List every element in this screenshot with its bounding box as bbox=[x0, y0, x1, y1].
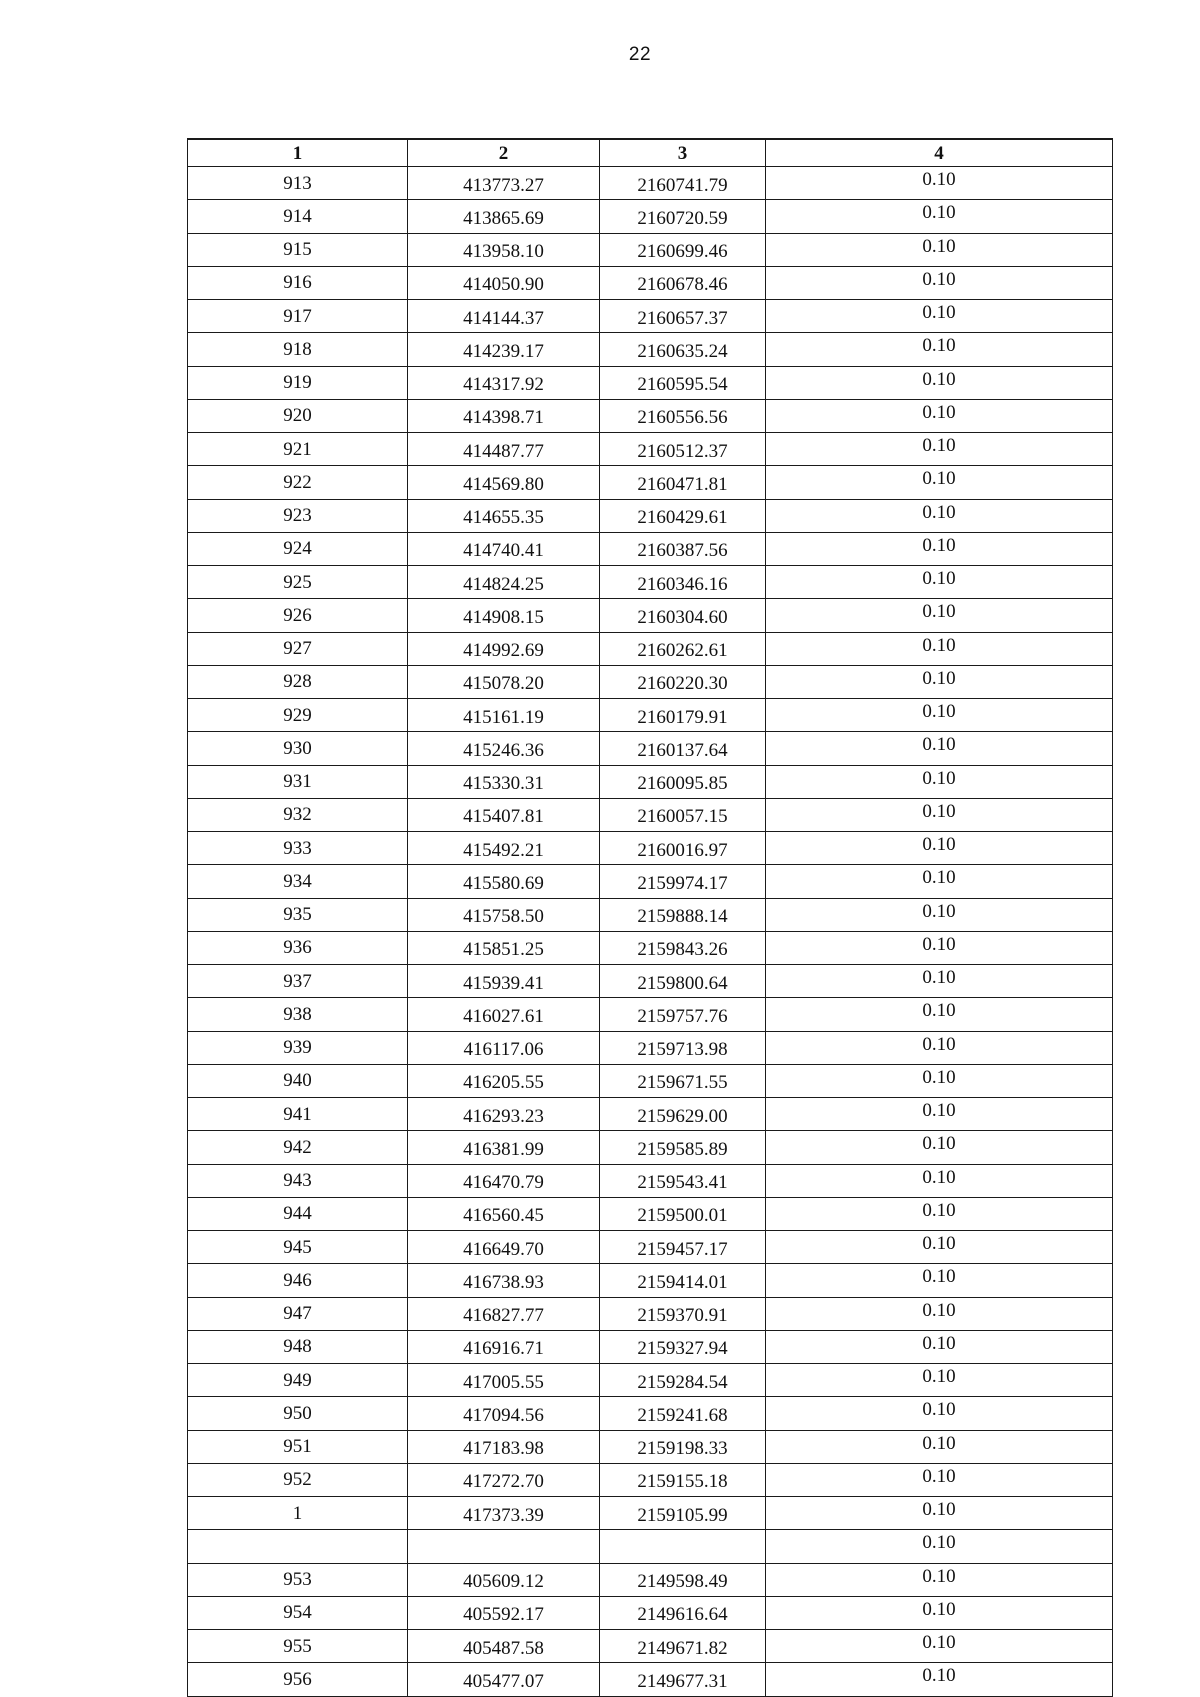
x-coordinate-cell: 405477.07 bbox=[408, 1663, 600, 1696]
value-cell: 0.10 bbox=[766, 931, 1113, 964]
point-number-cell: 922 bbox=[188, 466, 408, 499]
y-coordinate-cell: 2160262.61 bbox=[600, 632, 766, 665]
table-row bbox=[188, 832, 1113, 865]
table-row bbox=[188, 632, 1113, 665]
y-coordinate-cell: 2160057.15 bbox=[600, 798, 766, 831]
y-coordinate-cell: 2159800.64 bbox=[600, 965, 766, 998]
value-cell: 0.10 bbox=[766, 1098, 1113, 1131]
x-coordinate-cell: 415330.31 bbox=[408, 765, 600, 798]
table-row bbox=[188, 200, 1113, 233]
table-row bbox=[188, 1197, 1113, 1230]
table-row bbox=[188, 1497, 1113, 1530]
y-coordinate-cell: 2160512.37 bbox=[600, 433, 766, 466]
x-coordinate-cell: 417094.56 bbox=[408, 1397, 600, 1430]
x-coordinate-cell: 414317.92 bbox=[408, 366, 600, 399]
value-cell: 0.10 bbox=[766, 1131, 1113, 1164]
value-cell: 0.10 bbox=[766, 1663, 1113, 1696]
x-coordinate-cell: 414144.37 bbox=[408, 300, 600, 333]
point-number-cell: 924 bbox=[188, 532, 408, 565]
point-number-cell: 947 bbox=[188, 1297, 408, 1330]
point-number-cell: 929 bbox=[188, 699, 408, 732]
x-coordinate-cell: 413865.69 bbox=[408, 200, 600, 233]
value-cell: 0.10 bbox=[766, 998, 1113, 1031]
table-row bbox=[188, 532, 1113, 565]
table-row bbox=[188, 732, 1113, 765]
table-header bbox=[188, 139, 1113, 167]
x-coordinate-cell: 415492.21 bbox=[408, 832, 600, 865]
x-coordinate-cell: 405592.17 bbox=[408, 1596, 600, 1629]
value-cell: 0.10 bbox=[766, 1563, 1113, 1596]
value-cell: 0.10 bbox=[766, 1430, 1113, 1463]
point-number-cell: 935 bbox=[188, 898, 408, 931]
y-coordinate-cell: 2160016.97 bbox=[600, 832, 766, 865]
value-cell: 0.10 bbox=[766, 466, 1113, 499]
point-number-cell: 928 bbox=[188, 665, 408, 698]
value-cell: 0.10 bbox=[766, 1530, 1113, 1563]
point-number-cell bbox=[188, 1530, 408, 1563]
x-coordinate-cell: 405487.58 bbox=[408, 1630, 600, 1663]
value-cell: 0.10 bbox=[766, 1364, 1113, 1397]
x-coordinate-cell: 417183.98 bbox=[408, 1430, 600, 1463]
table-row bbox=[188, 333, 1113, 366]
x-coordinate-cell: 417272.70 bbox=[408, 1463, 600, 1496]
table-row bbox=[188, 998, 1113, 1031]
y-coordinate-cell: 2159241.68 bbox=[600, 1397, 766, 1430]
table-row bbox=[188, 1297, 1113, 1330]
table-row bbox=[188, 1596, 1113, 1629]
y-coordinate-cell: 2159155.18 bbox=[600, 1463, 766, 1496]
value-cell: 0.10 bbox=[766, 200, 1113, 233]
column-header: 2 bbox=[408, 139, 600, 167]
x-coordinate-cell: 416381.99 bbox=[408, 1131, 600, 1164]
point-number-cell: 930 bbox=[188, 732, 408, 765]
x-coordinate-cell: 414239.17 bbox=[408, 333, 600, 366]
table-row bbox=[188, 798, 1113, 831]
point-number-cell: 915 bbox=[188, 233, 408, 266]
x-coordinate-cell: 415161.19 bbox=[408, 699, 600, 732]
x-coordinate-cell: 416916.71 bbox=[408, 1330, 600, 1363]
table-row bbox=[188, 665, 1113, 698]
x-coordinate-cell: 414655.35 bbox=[408, 499, 600, 532]
point-number-cell: 920 bbox=[188, 399, 408, 432]
point-number-cell: 927 bbox=[188, 632, 408, 665]
table-row bbox=[188, 599, 1113, 632]
y-coordinate-cell: 2149677.31 bbox=[600, 1663, 766, 1696]
x-coordinate-cell: 416560.45 bbox=[408, 1197, 600, 1230]
table-row bbox=[188, 366, 1113, 399]
coordinates-table bbox=[187, 138, 1113, 1697]
table-row bbox=[188, 931, 1113, 964]
column-header: 4 bbox=[766, 139, 1113, 167]
table-row bbox=[188, 1463, 1113, 1496]
y-coordinate-cell: 2160635.24 bbox=[600, 333, 766, 366]
point-number-cell: 933 bbox=[188, 832, 408, 865]
value-cell: 0.10 bbox=[766, 1596, 1113, 1629]
table-row bbox=[188, 233, 1113, 266]
y-coordinate-cell: 2159671.55 bbox=[600, 1064, 766, 1097]
y-coordinate-cell: 2159198.33 bbox=[600, 1430, 766, 1463]
value-cell: 0.10 bbox=[766, 699, 1113, 732]
value-cell: 0.10 bbox=[766, 1397, 1113, 1430]
x-coordinate-cell: 416470.79 bbox=[408, 1164, 600, 1197]
value-cell: 0.10 bbox=[766, 300, 1113, 333]
x-coordinate-cell: 413773.27 bbox=[408, 167, 600, 200]
point-number-cell: 932 bbox=[188, 798, 408, 831]
table-row bbox=[188, 466, 1113, 499]
value-cell: 0.10 bbox=[766, 599, 1113, 632]
table-row bbox=[188, 965, 1113, 998]
x-coordinate-cell: 416827.77 bbox=[408, 1297, 600, 1330]
table-row bbox=[188, 1164, 1113, 1197]
x-coordinate-cell: 405609.12 bbox=[408, 1563, 600, 1596]
y-coordinate-cell: 2159284.54 bbox=[600, 1364, 766, 1397]
table-row bbox=[188, 399, 1113, 432]
value-cell: 0.10 bbox=[766, 233, 1113, 266]
value-cell: 0.10 bbox=[766, 732, 1113, 765]
y-coordinate-cell: 2159500.01 bbox=[600, 1197, 766, 1230]
point-number-cell: 943 bbox=[188, 1164, 408, 1197]
table-row bbox=[188, 1563, 1113, 1596]
point-number-cell: 923 bbox=[188, 499, 408, 532]
y-coordinate-cell: 2160179.91 bbox=[600, 699, 766, 732]
table-row bbox=[188, 1663, 1113, 1696]
y-coordinate-cell: 2160678.46 bbox=[600, 266, 766, 299]
point-number-cell: 948 bbox=[188, 1330, 408, 1363]
y-coordinate-cell: 2159543.41 bbox=[600, 1164, 766, 1197]
y-coordinate-cell: 2160387.56 bbox=[600, 532, 766, 565]
point-number-cell: 913 bbox=[188, 167, 408, 200]
header-row bbox=[188, 139, 1113, 167]
point-number-cell: 956 bbox=[188, 1663, 408, 1696]
y-coordinate-cell: 2160595.54 bbox=[600, 366, 766, 399]
table-row bbox=[188, 1530, 1113, 1563]
x-coordinate-cell: 415407.81 bbox=[408, 798, 600, 831]
x-coordinate-cell: 414740.41 bbox=[408, 532, 600, 565]
x-coordinate-cell: 414487.77 bbox=[408, 433, 600, 466]
point-number-cell: 946 bbox=[188, 1264, 408, 1297]
table-row bbox=[188, 433, 1113, 466]
y-coordinate-cell: 2159370.91 bbox=[600, 1297, 766, 1330]
x-coordinate-cell: 413958.10 bbox=[408, 233, 600, 266]
value-cell: 0.10 bbox=[766, 1630, 1113, 1663]
x-coordinate-cell: 416027.61 bbox=[408, 998, 600, 1031]
y-coordinate-cell: 2159974.17 bbox=[600, 865, 766, 898]
y-coordinate-cell bbox=[600, 1530, 766, 1563]
point-number-cell: 953 bbox=[188, 1563, 408, 1596]
table-row bbox=[188, 1430, 1113, 1463]
y-coordinate-cell: 2159888.14 bbox=[600, 898, 766, 931]
x-coordinate-cell: 414398.71 bbox=[408, 399, 600, 432]
table-row bbox=[188, 1098, 1113, 1131]
point-number-cell: 937 bbox=[188, 965, 408, 998]
point-number-cell: 919 bbox=[188, 366, 408, 399]
value-cell: 0.10 bbox=[766, 665, 1113, 698]
y-coordinate-cell: 2159414.01 bbox=[600, 1264, 766, 1297]
y-coordinate-cell: 2160346.16 bbox=[600, 566, 766, 599]
table-row bbox=[188, 566, 1113, 599]
x-coordinate-cell: 414050.90 bbox=[408, 266, 600, 299]
point-number-cell: 955 bbox=[188, 1630, 408, 1663]
point-number-cell: 954 bbox=[188, 1596, 408, 1629]
value-cell: 0.10 bbox=[766, 1297, 1113, 1330]
point-number-cell: 936 bbox=[188, 931, 408, 964]
table-row bbox=[188, 765, 1113, 798]
point-number-cell: 917 bbox=[188, 300, 408, 333]
y-coordinate-cell: 2160095.85 bbox=[600, 765, 766, 798]
value-cell: 0.10 bbox=[766, 632, 1113, 665]
x-coordinate-cell: 415939.41 bbox=[408, 965, 600, 998]
x-coordinate-cell: 416117.06 bbox=[408, 1031, 600, 1064]
y-coordinate-cell: 2159457.17 bbox=[600, 1231, 766, 1264]
x-coordinate-cell: 414908.15 bbox=[408, 599, 600, 632]
value-cell: 0.10 bbox=[766, 167, 1113, 200]
value-cell: 0.10 bbox=[766, 1064, 1113, 1097]
table-row bbox=[188, 167, 1113, 200]
value-cell: 0.10 bbox=[766, 566, 1113, 599]
value-cell: 0.10 bbox=[766, 965, 1113, 998]
point-number-cell: 934 bbox=[188, 865, 408, 898]
y-coordinate-cell: 2160556.56 bbox=[600, 399, 766, 432]
y-coordinate-cell: 2149616.64 bbox=[600, 1596, 766, 1629]
point-number-cell: 914 bbox=[188, 200, 408, 233]
table-row bbox=[188, 266, 1113, 299]
x-coordinate-cell: 416205.55 bbox=[408, 1064, 600, 1097]
point-number-cell: 938 bbox=[188, 998, 408, 1031]
table-row bbox=[188, 1264, 1113, 1297]
y-coordinate-cell: 2159629.00 bbox=[600, 1098, 766, 1131]
value-cell: 0.10 bbox=[766, 1264, 1113, 1297]
point-number-cell: 925 bbox=[188, 566, 408, 599]
y-coordinate-cell: 2159327.94 bbox=[600, 1330, 766, 1363]
x-coordinate-cell bbox=[408, 1530, 600, 1563]
value-cell: 0.10 bbox=[766, 1231, 1113, 1264]
table-row bbox=[188, 898, 1113, 931]
value-cell: 0.10 bbox=[766, 865, 1113, 898]
y-coordinate-cell: 2159105.99 bbox=[600, 1497, 766, 1530]
page-number: 22 bbox=[628, 44, 652, 65]
table-row bbox=[188, 1364, 1113, 1397]
point-number-cell: 926 bbox=[188, 599, 408, 632]
y-coordinate-cell: 2160741.79 bbox=[600, 167, 766, 200]
table-row bbox=[188, 300, 1113, 333]
value-cell: 0.10 bbox=[766, 1164, 1113, 1197]
y-coordinate-cell: 2160720.59 bbox=[600, 200, 766, 233]
x-coordinate-cell: 417373.39 bbox=[408, 1497, 600, 1530]
point-number-cell: 918 bbox=[188, 333, 408, 366]
table-row bbox=[188, 1031, 1113, 1064]
point-number-cell: 1 bbox=[188, 1497, 408, 1530]
point-number-cell: 940 bbox=[188, 1064, 408, 1097]
x-coordinate-cell: 415580.69 bbox=[408, 865, 600, 898]
y-coordinate-cell: 2159757.76 bbox=[600, 998, 766, 1031]
table-row bbox=[188, 699, 1113, 732]
value-cell: 0.10 bbox=[766, 532, 1113, 565]
value-cell: 0.10 bbox=[766, 765, 1113, 798]
point-number-cell: 950 bbox=[188, 1397, 408, 1430]
value-cell: 0.10 bbox=[766, 1463, 1113, 1496]
x-coordinate-cell: 414824.25 bbox=[408, 566, 600, 599]
x-coordinate-cell: 414992.69 bbox=[408, 632, 600, 665]
point-number-cell: 949 bbox=[188, 1364, 408, 1397]
point-number-cell: 942 bbox=[188, 1131, 408, 1164]
value-cell: 0.10 bbox=[766, 832, 1113, 865]
x-coordinate-cell: 416649.70 bbox=[408, 1231, 600, 1264]
table-row bbox=[188, 499, 1113, 532]
y-coordinate-cell: 2160699.46 bbox=[600, 233, 766, 266]
x-coordinate-cell: 416738.93 bbox=[408, 1264, 600, 1297]
table-row bbox=[188, 865, 1113, 898]
value-cell: 0.10 bbox=[766, 798, 1113, 831]
table-row bbox=[188, 1231, 1113, 1264]
table-body bbox=[188, 167, 1113, 1697]
y-coordinate-cell: 2159713.98 bbox=[600, 1031, 766, 1064]
point-number-cell: 941 bbox=[188, 1098, 408, 1131]
point-number-cell: 939 bbox=[188, 1031, 408, 1064]
x-coordinate-cell: 415246.36 bbox=[408, 732, 600, 765]
value-cell: 0.10 bbox=[766, 1497, 1113, 1530]
table-row bbox=[188, 1131, 1113, 1164]
value-cell: 0.10 bbox=[766, 333, 1113, 366]
point-number-cell: 916 bbox=[188, 266, 408, 299]
table-row bbox=[188, 1630, 1113, 1663]
x-coordinate-cell: 417005.55 bbox=[408, 1364, 600, 1397]
value-cell: 0.10 bbox=[766, 433, 1113, 466]
point-number-cell: 951 bbox=[188, 1430, 408, 1463]
value-cell: 0.10 bbox=[766, 399, 1113, 432]
column-header: 1 bbox=[188, 139, 408, 167]
x-coordinate-cell: 415758.50 bbox=[408, 898, 600, 931]
x-coordinate-cell: 416293.23 bbox=[408, 1098, 600, 1131]
point-number-cell: 921 bbox=[188, 433, 408, 466]
y-coordinate-cell: 2160429.61 bbox=[600, 499, 766, 532]
y-coordinate-cell: 2160657.37 bbox=[600, 300, 766, 333]
value-cell: 0.10 bbox=[766, 266, 1113, 299]
y-coordinate-cell: 2159585.89 bbox=[600, 1131, 766, 1164]
point-number-cell: 944 bbox=[188, 1197, 408, 1230]
table-row bbox=[188, 1064, 1113, 1097]
table-row bbox=[188, 1330, 1113, 1363]
point-number-cell: 945 bbox=[188, 1231, 408, 1264]
y-coordinate-cell: 2160304.60 bbox=[600, 599, 766, 632]
point-number-cell: 952 bbox=[188, 1463, 408, 1496]
value-cell: 0.10 bbox=[766, 1031, 1113, 1064]
column-header: 3 bbox=[600, 139, 766, 167]
value-cell: 0.10 bbox=[766, 366, 1113, 399]
y-coordinate-cell: 2159843.26 bbox=[600, 931, 766, 964]
y-coordinate-cell: 2160220.30 bbox=[600, 665, 766, 698]
value-cell: 0.10 bbox=[766, 898, 1113, 931]
y-coordinate-cell: 2160471.81 bbox=[600, 466, 766, 499]
value-cell: 0.10 bbox=[766, 499, 1113, 532]
x-coordinate-cell: 415851.25 bbox=[408, 931, 600, 964]
x-coordinate-cell: 414569.80 bbox=[408, 466, 600, 499]
value-cell: 0.10 bbox=[766, 1197, 1113, 1230]
y-coordinate-cell: 2149598.49 bbox=[600, 1563, 766, 1596]
point-number-cell: 931 bbox=[188, 765, 408, 798]
y-coordinate-cell: 2149671.82 bbox=[600, 1630, 766, 1663]
y-coordinate-cell: 2160137.64 bbox=[600, 732, 766, 765]
value-cell: 0.10 bbox=[766, 1330, 1113, 1363]
table-row bbox=[188, 1397, 1113, 1430]
x-coordinate-cell: 415078.20 bbox=[408, 665, 600, 698]
